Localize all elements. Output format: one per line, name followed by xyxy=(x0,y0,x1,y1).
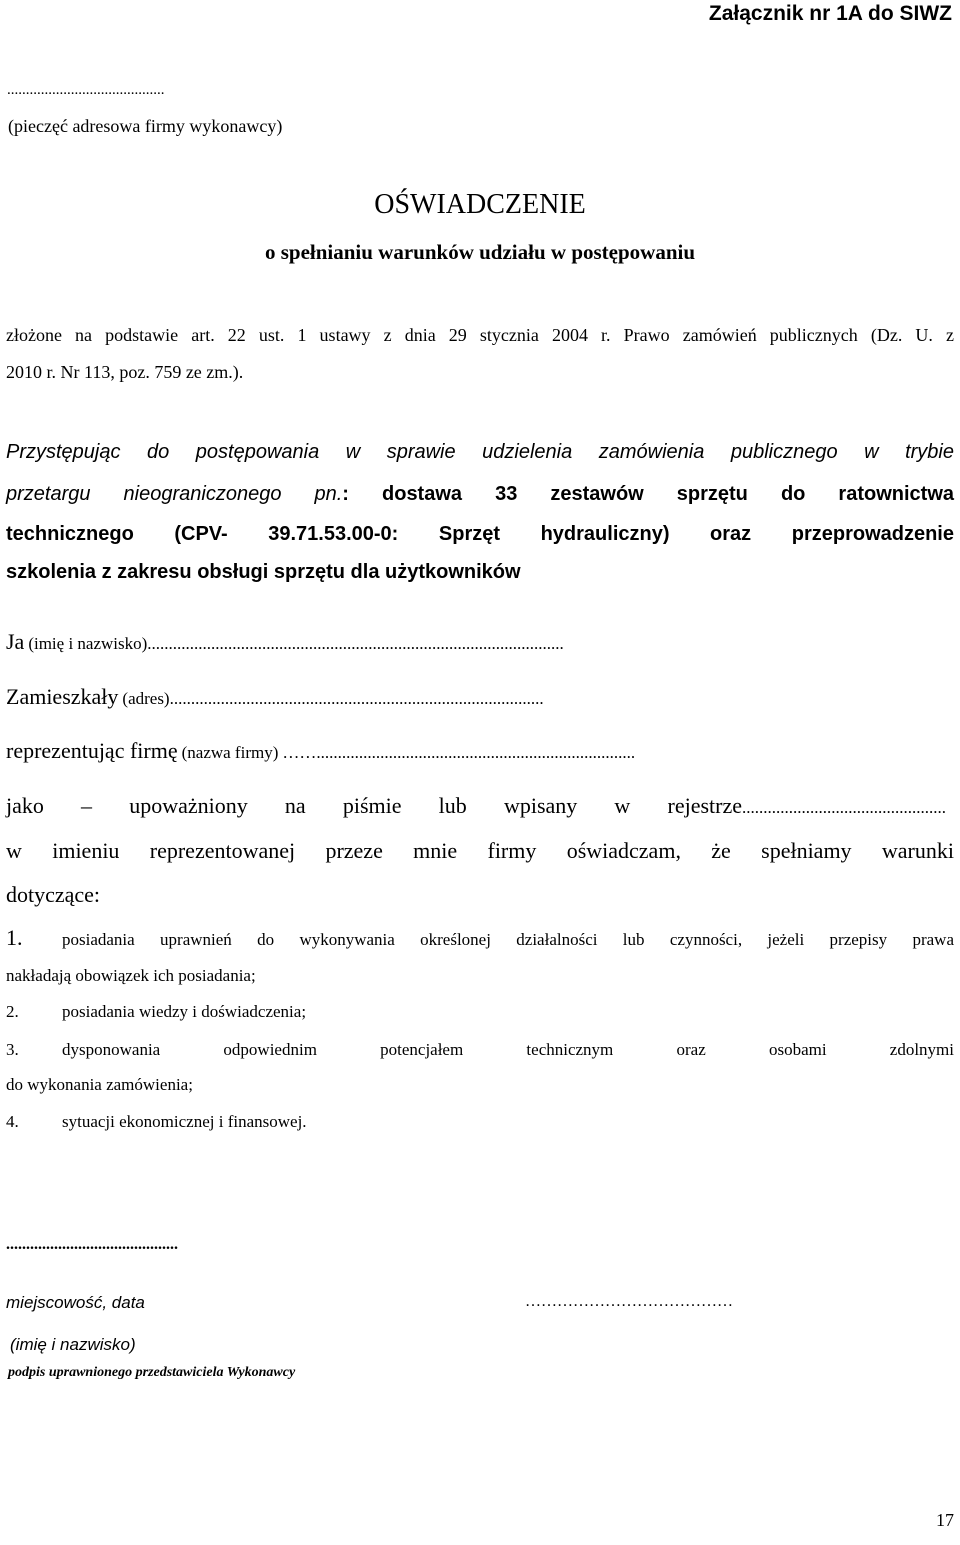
procurement-mode: przetargu nieograniczonego pn. xyxy=(6,483,343,505)
condition-3-number: 3. xyxy=(6,1040,19,1059)
condition-2-line1: posiadania wiedzy i doświadczenia; xyxy=(62,1002,307,1021)
place-date-dots: ........................................... xyxy=(6,1236,178,1253)
stamp-caption: (pieczęć adresowa firmy wykonawcy) xyxy=(8,116,283,136)
address-hint: (adres) xyxy=(122,689,170,708)
name-label: Ja xyxy=(6,629,25,654)
place-date-label: miejscowość, data xyxy=(6,1293,145,1312)
company-field[interactable] xyxy=(6,738,635,764)
legal-basis-line2: 2010 r. Nr 113, poz. 759 ze zm.). xyxy=(6,362,244,382)
document-subtitle: o spełnianiu warunków udziału w postępowaniu xyxy=(264,240,696,264)
condition-4-number: 4. xyxy=(6,1112,19,1131)
name-hint: (imię i nazwisko) xyxy=(28,634,148,653)
condition-1-line1: posiadania uprawnień do wykonywania określonej działalności lub czynności, jeżeli przepisy prawa xyxy=(62,930,954,949)
declaration-line2: dotyczące: xyxy=(6,882,101,907)
signer-name-label: (imię i nazwisko) xyxy=(10,1335,136,1354)
condition-2-number: 2. xyxy=(6,1002,19,1021)
attachment-label: Załącznik nr 1A do SIWZ xyxy=(708,2,952,25)
name-field[interactable] xyxy=(6,629,564,655)
condition-3-line2: do wykonania zamówienia; xyxy=(6,1075,193,1094)
condition-1-line2: nakładają obowiązek ich posiadania; xyxy=(6,966,256,985)
company-label: reprezentując firmę xyxy=(6,738,178,763)
procurement-line3: technicznego (CPV- 39.71.53.00-0: Sprzęt hydrauliczny) oraz przeprowadzenie xyxy=(6,523,954,545)
procurement-line2 xyxy=(6,483,954,506)
procurement-line1: Przystępując do postępowania w sprawie udzielenia zamówienia publicznego w trybie xyxy=(6,441,954,463)
authorized-label: jako – upoważniony na piśmie lub wpisany w rejestrze xyxy=(6,793,742,818)
condition-3-line1: dysponowania odpowiednim potencjałem technicznym oraz osobami zdolnymi xyxy=(62,1040,954,1059)
authorized-dots: ................................................ xyxy=(742,798,946,817)
company-dots: ……........................................................................... xyxy=(282,743,636,762)
condition-4-line1: sytuacji ekonomicznej i finansowej. xyxy=(62,1112,307,1131)
address-dots: ........................................................................................ xyxy=(169,689,544,708)
address-label: Zamieszkały xyxy=(6,684,119,709)
company-hint: (nazwa firmy) xyxy=(181,743,279,762)
page-number: 17 xyxy=(936,1510,954,1530)
stamp-dots: .......................................... xyxy=(7,82,165,98)
authorized-field[interactable] xyxy=(6,793,946,819)
procurement-line4: szkolenia z zakresu obsługi sprzętu dla użytkowników xyxy=(6,561,521,583)
procurement-subject: : dostawa 33 zestawów sprzętu do ratownictwa xyxy=(342,483,954,505)
legal-basis-line1: złożone na podstawie art. 22 ust. 1 ustawy z dnia 29 stycznia 2004 r. Prawo zamówień publicznych (Dz. U. z xyxy=(6,325,954,345)
declaration-line1: w imieniu reprezentowanej przeze mnie firmy oświadczam, że spełniamy warunki xyxy=(6,838,954,863)
signature-caption: podpis uprawnionego przedstawiciela Wykonawcy xyxy=(8,1365,296,1380)
document-title: OŚWIADCZENIE xyxy=(374,189,586,220)
condition-1-number: 1. xyxy=(6,925,23,950)
signature-dots: ………………………………… xyxy=(525,1293,733,1310)
name-dots: .................................................................................................. xyxy=(147,634,564,653)
address-field[interactable] xyxy=(6,684,544,710)
